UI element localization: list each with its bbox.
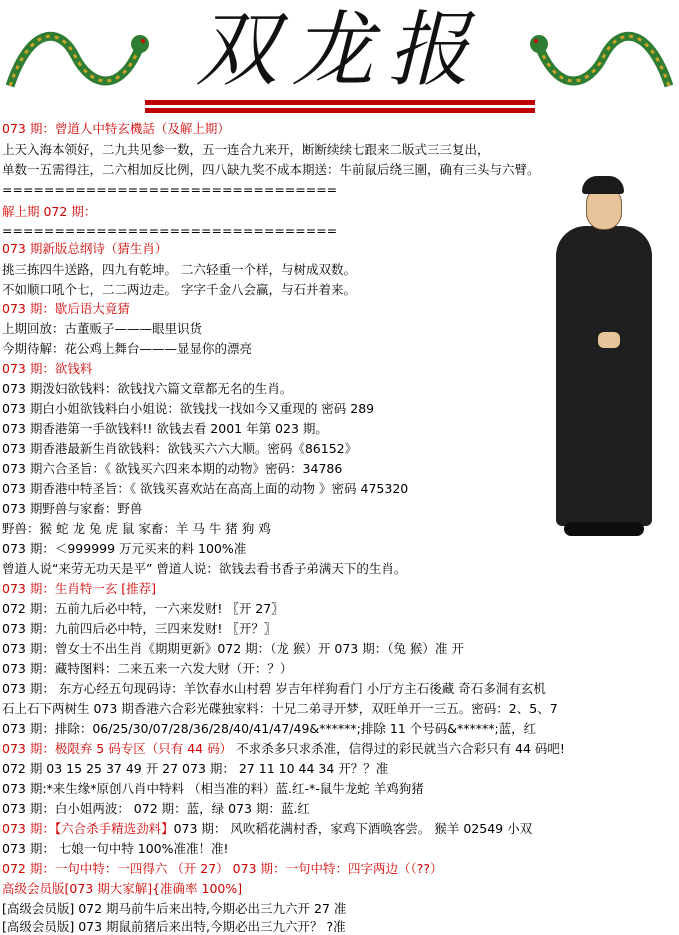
black-text: 073 期野兽与家畜：野兽: [2, 501, 143, 516]
text-line: [2, 400, 374, 417]
masthead-title: 双龙报: [195, 3, 484, 98]
text-line: [2, 120, 230, 137]
black-text: 073 期六合圣旨：《 欲钱买六四来本期的动物》密码：34786: [2, 461, 343, 476]
text-line: [2, 520, 271, 537]
text-line: [2, 281, 356, 298]
black-text: 072 期：五前九后必中特，一六来发财! 〖开 27〗: [2, 601, 284, 616]
text-line: [2, 860, 443, 877]
text-line: [2, 460, 342, 477]
masthead: [0, 0, 679, 118]
red-text: 高级会员版[073 期大家解]{准确率 100%]: [2, 881, 243, 896]
text-line: [2, 800, 310, 817]
red-text: 073 期：欲钱料: [2, 361, 93, 376]
black-text: 073 期：＜999999 万元买来的料 100%准: [2, 541, 247, 556]
text-line: [2, 580, 156, 597]
text-line: [2, 480, 408, 497]
title-underline: [145, 100, 535, 105]
red-text: 072 期：一句中特：一四得六 （开 27） 073 期：一句中特：四字两边（（??）: [2, 861, 443, 876]
red-text: 解上期 072 期：: [2, 204, 97, 219]
feet: [564, 522, 644, 536]
text-line: [2, 780, 424, 797]
text-line: [2, 181, 337, 198]
cap: [582, 176, 624, 194]
black-text: 073 期香港中特圣旨：《 欲钱买喜欢站在高高上面的动物 》密码 475320: [2, 481, 409, 496]
black-text: 073 期： 七娘一句中特 100%准准！准!: [2, 841, 229, 856]
black-text: 073 期：白小姐两波： 072 期：蓝，绿 073 期：蓝.红: [2, 801, 310, 816]
red-text: 073 期：极限弃 5 码专区（只有 44 码）: [2, 741, 233, 756]
text-line: [2, 380, 292, 397]
black-text: 073 期：排除：06/25/30/07/28/36/28/40/41/47/49&******;排除 11 个号码&******;蓝，红: [2, 721, 537, 736]
text-line: [2, 440, 357, 457]
text-line: [2, 203, 96, 220]
red-text: 073 期：歇后语大竟猜: [2, 301, 130, 316]
black-text: 073 期： 东方心经五句现码诗：羊饮春水山村碧 岁吉年样狗看门 小厅方主石後藏 奇石多洞有玄机: [2, 681, 546, 696]
black-text: 073 期:*来生缘*原创八肖中特料 （相当准的料）蓝.红-*-鼠牛龙蛇 羊鸡狗猪: [2, 781, 424, 796]
black-text: 073 期：曾女士不出生肖《期期更新》072 期：（龙 猴）开 073 期：（兔 猴）准 开: [2, 641, 464, 656]
text-line: [2, 261, 356, 278]
text-line: [2, 540, 246, 557]
text-line: [2, 560, 406, 577]
text-line: [2, 161, 540, 178]
text-line: [2, 300, 130, 317]
black-text: 挑三拣四牛送路，四九有乾坤。 二六轻重一个样，与树成双数。: [2, 262, 356, 277]
black-text: 曾道人说“来劳无功天是平” 曾道人说：欲钱去看书香子弟满天下的生肖。: [2, 561, 407, 576]
text-line: [2, 640, 464, 657]
black-text: 073 期：藏特图料：二来五来一六发大财（开：？）: [2, 661, 293, 676]
black-text: 073 期香港第一手欲钱料!! 欲钱去看 2001 年第 023 期。: [2, 421, 328, 436]
black-text: 今期待解：花公鸡上舞台———显显你的漂亮: [2, 341, 253, 356]
text-line: [2, 420, 328, 437]
text-line: [2, 760, 388, 777]
black-text: [高级会员版] 072 期马前牛后来出特,今期必出三九六开 27 准: [2, 901, 347, 916]
red-text: 073 期：生肖特一玄 [推荐]: [2, 581, 157, 596]
text-line: [2, 918, 346, 935]
text-line: [2, 340, 252, 357]
black-text: 073 期白小姐欲钱料白小姐说：欲钱找一找如今又重现的 密码 289: [2, 401, 375, 416]
black-text: 073 期： 风吹稻花满村香，家鸡下酒唤客尝。 猴羊 02549 小双: [173, 821, 533, 836]
text-line: [2, 740, 565, 757]
black-text: 野兽：猴 蛇 龙 兔 虎 鼠 家畜：羊 马 牛 猪 狗 鸡: [2, 521, 271, 536]
text-line: [2, 840, 229, 857]
text-line: [2, 720, 536, 737]
black-text: 石上石下两树生 073 期香港六合彩光碟独家料：十兄二弟寻开梦，双旺单开一三五。密码：2、5、7: [2, 701, 558, 716]
text-line: [2, 880, 242, 897]
text-line: [2, 700, 558, 717]
black-text: 不如顺口吼个七，二二两边走。 字字千金八会赢，与石并着来。: [2, 282, 356, 297]
text-line: [2, 500, 142, 517]
black-text: ================================: [2, 182, 338, 197]
text-line: [2, 660, 292, 677]
text-line: [2, 620, 276, 637]
black-text: [高级会员版] 073 期鼠前猪后来出特,今期必出三九六开？ ?准: [2, 919, 346, 934]
black-text: 073 期香港最新生肖欲钱料：欲钱买六六大顺。密码《86152》: [2, 441, 358, 456]
black-text: 上天入海本领好，二九共见参一数，五一连合九来开，断断续续七跟来二版式三三复出，: [2, 142, 490, 157]
prophet-photo: [538, 176, 679, 546]
text-line: [2, 600, 284, 617]
text-line: [2, 240, 167, 257]
text-line: [2, 820, 532, 837]
black-text: 073 期：九前四后必中特，三四来发财! 〖开？〗: [2, 621, 277, 636]
robe: [556, 226, 652, 526]
black-text: 单数一五需得注，二六相加反比例，四八缺九奖不成本期送：牛前鼠后绕三圍，确有三头与六臂。: [2, 162, 540, 177]
text-line: [2, 320, 202, 337]
black-text: 072 期 03 15 25 37 49 开 27 073 期： 27 11 10 44 34 开？？准: [2, 761, 389, 776]
black-text: 073 期泼妇欲钱料：欲钱找六篇文章都无名的生肖。: [2, 381, 293, 396]
red-text: 073 期新版总纲诗（猜生肖）: [2, 241, 168, 256]
text-line: [2, 222, 337, 239]
text-line: [2, 680, 546, 697]
hand: [598, 332, 620, 348]
black-text: ================================: [2, 223, 338, 238]
text-line: [2, 141, 490, 158]
red-text: 073 期：曾道人中特玄機話（及解上期）: [2, 121, 230, 136]
black-text: 上期回放：古董贩子———眼里识货: [2, 321, 203, 336]
text-line: [2, 900, 346, 917]
red-text: 073 期：【六合杀手精选劲料】: [2, 821, 174, 836]
text-line: [2, 360, 92, 377]
black-text: 不求杀多只求杀准，信得过的彩民就当六合彩只有 44 码吧!: [232, 741, 565, 756]
title-underline: [145, 108, 535, 113]
